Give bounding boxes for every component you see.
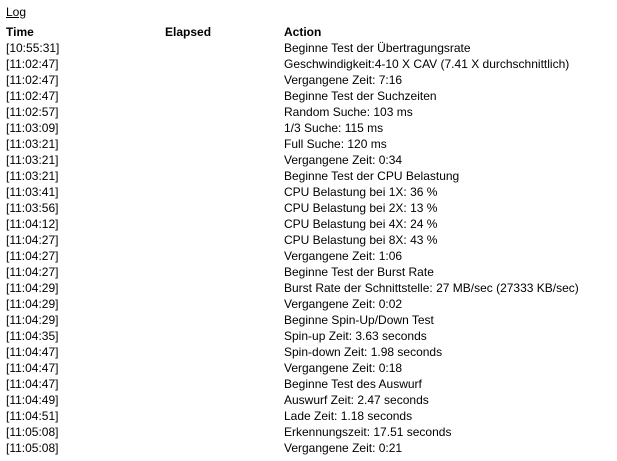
log-cell-time: [11:03:56] [6,201,59,215]
log-cell-elapsed [163,120,282,136]
log-cell-elapsed [163,168,282,184]
log-cell-time: [11:05:08] [6,425,59,439]
log-row [4,200,612,216]
log-row [4,216,612,232]
log-cell-action: Full Suche: 120 ms [284,137,387,151]
log-cell-time: [11:05:08] [6,441,59,455]
log-cell-elapsed [163,40,282,56]
log-cell-elapsed [163,232,282,248]
log-cell-time: [11:04:51] [6,409,59,423]
log-row [4,424,612,440]
log-cell-elapsed [163,184,282,200]
log-row [4,248,612,264]
log-cell-action: Burst Rate der Schnittstelle: 27 MB/sec (27333 KB/sec) [284,281,579,295]
log-cell-elapsed [163,328,282,344]
log-link[interactable]: Log [6,5,27,19]
log-cell-time: [11:04:29] [6,297,59,311]
log-cell-time: [11:03:21] [6,169,59,183]
log-cell-action: 1/3 Suche: 115 ms [284,121,384,135]
log-table-header-row [4,24,612,40]
log-cell-elapsed [163,376,282,392]
log-table [4,24,612,456]
log-row [4,280,612,296]
log-table-body [4,40,612,456]
log-cell-action: Vergangene Zeit: 0:18 [284,361,403,375]
log-cell-elapsed [163,280,282,296]
log-cell-elapsed [163,296,282,312]
log-cell-elapsed [163,264,282,280]
log-cell-action: Beginne Spin-Up/Down Test [284,313,434,327]
log-cell-time: [11:02:57] [6,105,59,119]
log-cell-time: [11:04:29] [6,313,59,327]
log-cell-action: Spin-down Zeit: 1.98 seconds [284,345,443,359]
log-cell-action: CPU Belastung bei 2X: 13 % [284,201,438,215]
log-cell-action: Auswurf Zeit: 2.47 seconds [284,393,429,407]
log-cell-action: Vergangene Zeit: 0:21 [284,441,403,455]
log-row [4,184,612,200]
log-cell-time: [11:03:21] [6,137,59,151]
log-cell-time: [11:04:29] [6,281,59,295]
log-cell-time: [11:02:47] [6,89,59,103]
log-cell-elapsed [163,72,282,88]
log-cell-action: CPU Belastung bei 1X: 36 % [284,185,438,199]
log-cell-action: Spin-up Zeit: 3.63 seconds [284,329,427,343]
log-cell-action: Beginne Test der Burst Rate [284,265,434,279]
log-row [4,360,612,376]
log-cell-action: Beginne Test der CPU Belastung [284,169,460,183]
log-row [4,88,612,104]
log-cell-time: [11:03:09] [6,121,59,135]
log-cell-elapsed [163,440,282,456]
log-cell-elapsed [163,88,282,104]
log-cell-time: [11:04:27] [6,233,59,247]
log-cell-elapsed [163,216,282,232]
log-cell-elapsed [163,424,282,440]
log-cell-time: [11:03:41] [6,185,59,199]
log-cell-elapsed [163,408,282,424]
log-cell-elapsed [163,200,282,216]
log-row [4,40,612,56]
log-cell-action: Vergangene Zeit: 0:02 [284,297,403,311]
log-cell-time: [11:02:47] [6,57,59,71]
log-cell-time: [11:02:47] [6,73,59,87]
log-cell-time: [11:04:12] [6,217,59,231]
log-cell-time: [11:04:47] [6,345,59,359]
log-row [4,296,612,312]
log-row [4,408,612,424]
log-cell-elapsed [163,360,282,376]
log-row [4,312,612,328]
log-cell-time: [10:55:31] [6,41,60,55]
log-cell-elapsed [163,152,282,168]
log-cell-action: Vergangene Zeit: 1:06 [284,249,403,263]
log-row [4,440,612,456]
log-cell-time: [11:03:21] [6,153,59,167]
log-cell-time: [11:04:49] [6,393,59,407]
log-row [4,152,612,168]
log-cell-elapsed [163,104,282,120]
log-cell-time: [11:04:35] [6,329,59,343]
log-cell-action: Erkennungszeit: 17.51 seconds [284,425,452,439]
log-cell-elapsed [163,136,282,152]
column-header-action: Action [284,25,322,39]
log-cell-action: Beginne Test der Übertragungsrate [284,41,471,55]
log-cell-action: Geschwindigkeit:4-10 X CAV (7.41 X durchschnittlich) [284,57,570,71]
log-row [4,328,612,344]
log-row [4,392,612,408]
log-row [4,168,612,184]
log-row [4,344,612,360]
log-cell-time: [11:04:47] [6,377,59,391]
column-header-elapsed: Elapsed [165,25,212,39]
log-cell-time: [11:04:47] [6,361,59,375]
log-row [4,232,612,248]
log-cell-action: Lade Zeit: 1.18 seconds [284,409,413,423]
log-cell-action: Random Suche: 103 ms [284,105,413,119]
log-cell-action: CPU Belastung bei 4X: 24 % [284,217,438,231]
log-cell-time: [11:04:27] [6,265,59,279]
log-row [4,56,612,72]
log-row [4,376,612,392]
log-row [4,72,612,88]
log-cell-action: Beginne Test der Suchzeiten [284,89,437,103]
log-cell-action: Beginne Test des Auswurf [284,377,422,391]
log-cell-elapsed [163,344,282,360]
log-cell-action: Vergangene Zeit: 7:16 [284,73,403,87]
log-row [4,120,612,136]
log-cell-elapsed [163,56,282,72]
log-cell-elapsed [163,248,282,264]
column-header-time: Time [6,25,34,39]
log-row [4,104,612,120]
log-cell-action: Vergangene Zeit: 0:34 [284,153,403,167]
log-cell-elapsed [163,392,282,408]
log-cell-action: CPU Belastung bei 8X: 43 % [284,233,438,247]
log-cell-elapsed [163,312,282,328]
log-cell-time: [11:04:27] [6,249,59,263]
log-row [4,136,612,152]
log-row [4,264,612,280]
